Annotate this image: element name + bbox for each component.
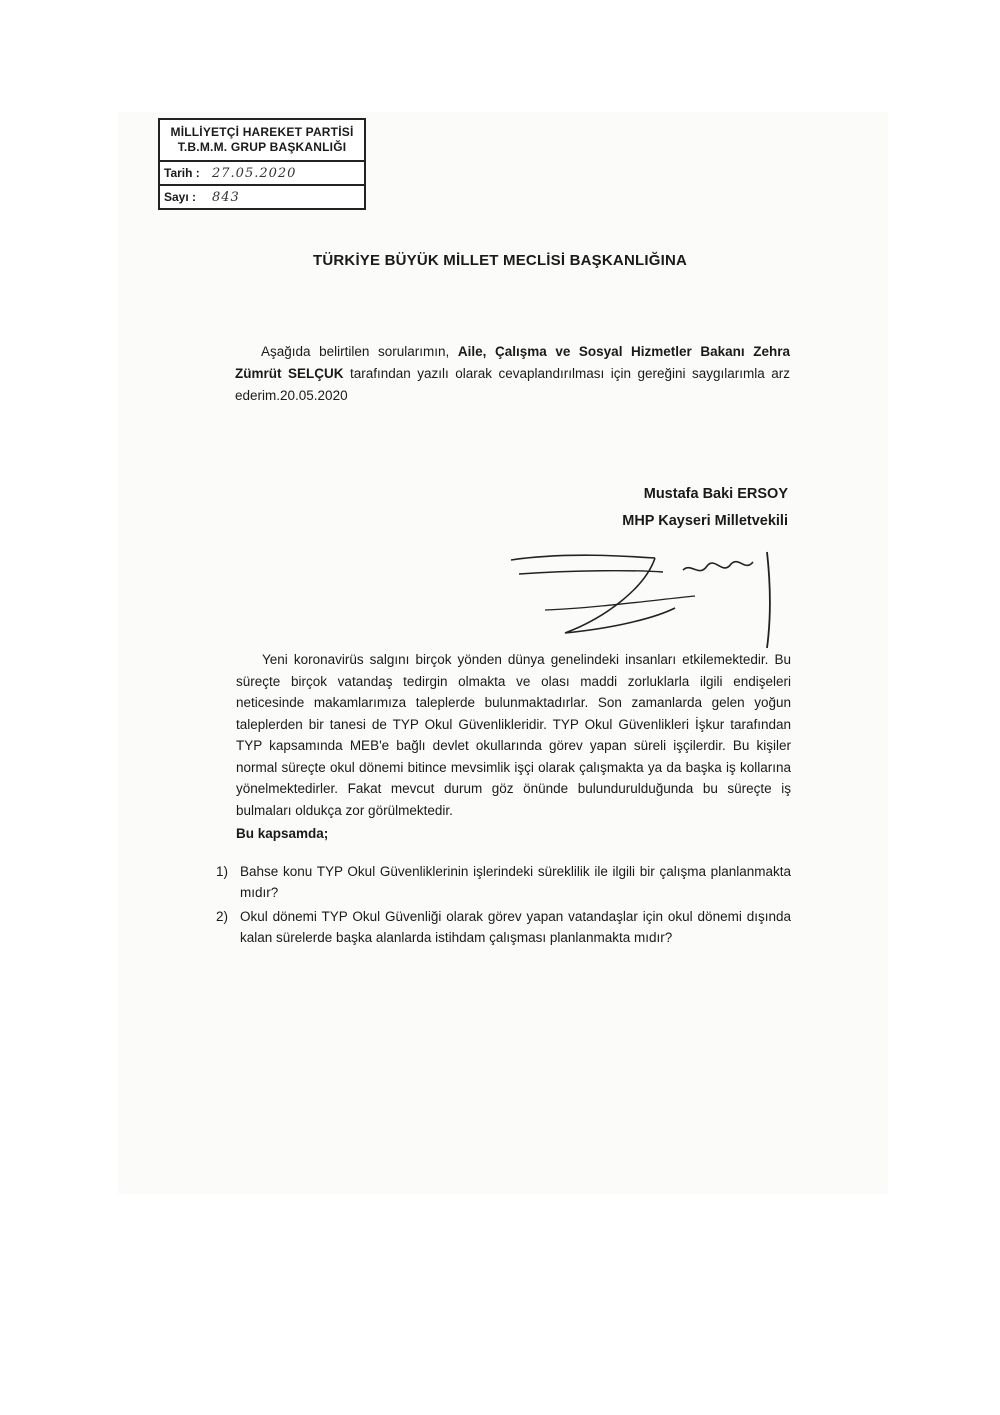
handwritten-signature (505, 548, 785, 658)
body-paragraph (236, 649, 791, 821)
signatory-role: MHP Kayseri Milletvekili (622, 513, 788, 529)
question-item (216, 906, 791, 948)
stamp-line-1: MİLLİYETÇİ HAREKET PARTİSİ (170, 125, 354, 139)
scope-heading: Bu kapsamda; (236, 826, 329, 841)
body-text: Yeni koronavirüs salgını birçok yönden dünya genelindeki insanları etkilemektedir. Bu süreçte birçok vatandaş tedirgin olmakta ve olası maddi zorluklarla ilgili endişeleri neticesinde makamlarımıza taleplerde bulunmaktadırlar. Son zamanlarda gelen yoğun taleplerden bir tanesi de TYP Okul Güvenlikleridir. TYP Okul Güvenlikleri İşkur tarafından TYP kapsamında MEB'e bağlı devlet okullarında görev yapan süreli işçilerdir. Bu kişiler normal süreçte okul dönemi bitince mevsimlik işçi olarak çalışmakta ya da başka iş kollarına yönelmektedirler. Fakat mevcut durum göz önünde bulundurulduğunda bu süreçte iş bulmaları oldukça zor görülmektedir. (236, 652, 791, 818)
stamp-number-row (160, 184, 364, 208)
question-text: Okul dönemi TYP Okul Güvenliği olarak görev yapan vatandaşlar için okul dönemi dışında kalan sürelerde başka alanlarda istihdam çalışması planlanmakta mıdır? (240, 909, 791, 945)
stamp-header (160, 120, 364, 162)
stamp-date-value: 27.05.2020 (212, 165, 297, 181)
stamp-date-label: Tarih : (164, 166, 200, 180)
intro-suffix: tarafından yazılı olarak cevaplandırılması için gereğini saygılarımla arz ederim.20.05.2020 (235, 366, 790, 403)
question-number: 2) (216, 909, 229, 924)
stamp-line-2: T.B.M.M. GRUP BAŞKANLIĞI (177, 140, 347, 154)
stamp-number-label: Sayı : (164, 190, 197, 204)
intro-paragraph (235, 341, 790, 407)
intro-minister: Aile, Çalışma ve Sosyal Hizmetler Bakanı Zehra Zümrüt SELÇUK (235, 344, 790, 381)
intro-prefix: Aşağıda belirtilen sorularımın, (261, 344, 450, 359)
question-number: 1) (216, 864, 229, 879)
question-text: Bahse konu TYP Okul Güvenliklerinin işlerindeki süreklilik ile ilgili bir çalışma planlanmakta mıdır? (240, 864, 791, 900)
question-item (216, 861, 791, 903)
party-stamp (158, 118, 366, 210)
stamp-date-row (160, 162, 364, 184)
signatory-name: Mustafa Baki ERSOY (643, 486, 788, 502)
stamp-number-value: 843 (212, 189, 240, 205)
document-title: TÜRKİYE BÜYÜK MİLLET MECLİSİ BAŞKANLIĞINA (312, 252, 688, 269)
